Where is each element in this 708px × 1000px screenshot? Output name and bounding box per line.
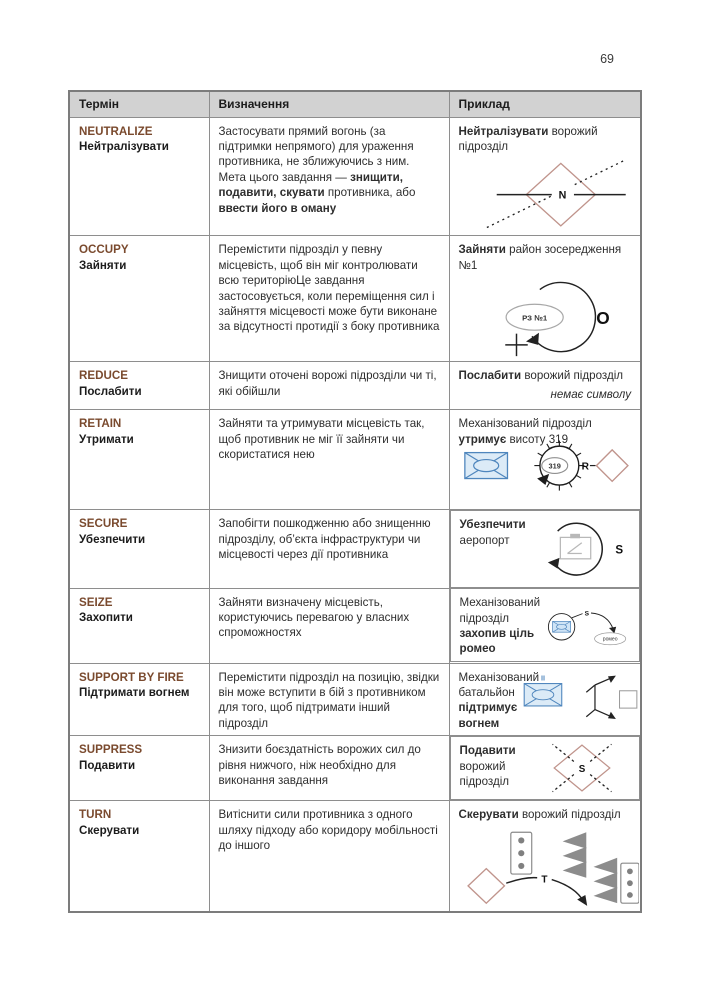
term-ukrainian: Убезпечити bbox=[79, 532, 146, 546]
seize-arrow bbox=[591, 613, 613, 629]
arrowhead-icon bbox=[548, 558, 560, 569]
definition-text: Застосувати прямий вогонь (за підтримки непрямого) для ураження противника, не зближуючись з ним. Мета цього завдання — знищити, подавити, скувати противника, або ввести його в оману bbox=[218, 124, 416, 215]
example-cell bbox=[449, 801, 641, 912]
definition-cell bbox=[209, 362, 449, 410]
example-text: Механізований батальйон підтримує вогнем bbox=[458, 670, 540, 730]
neutralize-letter: N bbox=[558, 190, 567, 203]
term-english: SUPPRESS bbox=[79, 743, 143, 757]
term-cell bbox=[69, 663, 209, 736]
supported-unit-frame bbox=[620, 690, 637, 707]
turn-arrow bbox=[506, 877, 537, 883]
definition-cell bbox=[209, 236, 449, 362]
term-english: OCCUPY bbox=[79, 243, 129, 257]
term-ukrainian: Зайняти bbox=[79, 258, 127, 272]
term-english: RETAIN bbox=[79, 417, 122, 431]
term-english: NEUTRALIZE bbox=[79, 124, 153, 138]
term-ukrainian: Утримати bbox=[79, 432, 134, 446]
example-text: Механізований підрозділ захопив ціль ромео bbox=[459, 596, 541, 656]
definition-cell bbox=[209, 410, 449, 510]
header-example: Приклад bbox=[449, 91, 641, 117]
arrowhead-icon bbox=[526, 333, 539, 345]
definition-text: Зайняти та утримувати місцевість так, щоб противник не міг її зайняти чи скористатися нею bbox=[218, 417, 425, 461]
objective-label: ромео bbox=[602, 636, 618, 643]
example-cell bbox=[449, 362, 641, 410]
term-english: TURN bbox=[79, 808, 112, 822]
term-english: SEIZE bbox=[79, 595, 113, 609]
area-label: РЗ №1 bbox=[522, 313, 548, 323]
table-row bbox=[69, 236, 641, 362]
page-number: 69 bbox=[600, 52, 614, 66]
definition-cell bbox=[209, 663, 449, 736]
example-cell bbox=[449, 663, 641, 736]
enemy-diamond-icon bbox=[596, 450, 628, 482]
table-row bbox=[69, 410, 641, 510]
occupy-symbol bbox=[493, 274, 623, 357]
suppress-letter: S bbox=[578, 764, 586, 776]
table-row bbox=[69, 736, 641, 801]
term-english: SUPPORT BY FIRE bbox=[79, 670, 184, 684]
table-header-row bbox=[69, 91, 641, 117]
table-row bbox=[69, 510, 641, 589]
example-cell bbox=[449, 410, 641, 510]
definition-cell bbox=[209, 117, 449, 236]
no-symbol-note: немає символу bbox=[550, 387, 631, 401]
retain-letter: R bbox=[581, 461, 589, 473]
arrowhead-icon bbox=[609, 627, 616, 634]
definition-text: Перемістити підрозділ у певну місцевість, щоб він міг контролювати всю територіюЦе завдання застосовується, коли переміщення сил і зайняття місцевості може бути виконане за відсутності протидії з боку противника bbox=[218, 243, 440, 334]
example-cell bbox=[450, 588, 641, 662]
secure-symbol bbox=[530, 515, 630, 583]
example-text: Скерувати ворожий підрозділ bbox=[458, 808, 621, 822]
table-row bbox=[69, 117, 641, 236]
seize-letter: S bbox=[584, 610, 590, 618]
turn-letter: T bbox=[540, 873, 548, 885]
table-row bbox=[69, 801, 641, 912]
definition-text: Зайняти визначену місцевість, користуючись перевагою у власних спроможностях bbox=[218, 595, 410, 640]
term-cell bbox=[69, 736, 209, 801]
definition-text: Знищити оточені ворожі підрозділи чи ті, які обійшли bbox=[218, 369, 437, 398]
occupy-letter: O bbox=[596, 308, 610, 329]
obstacle-triangles bbox=[562, 832, 617, 903]
enemy-diamond-icon bbox=[468, 868, 504, 903]
definition-text: Запобігти пошкодженню або знищенню підрозділу, об’єкта інфраструктури чи місцевості через дії противника bbox=[218, 517, 431, 561]
term-ukrainian: Подавити bbox=[79, 758, 136, 772]
sbf-arrows bbox=[586, 677, 611, 716]
height-label: 319 bbox=[548, 461, 561, 471]
example-cell bbox=[449, 236, 641, 362]
example-cell bbox=[450, 510, 641, 588]
example-cell bbox=[449, 117, 641, 236]
term-ukrainian: Підтримати вогнем bbox=[79, 686, 190, 700]
terms-table bbox=[68, 90, 642, 913]
term-ukrainian: Захопити bbox=[79, 611, 133, 625]
term-ukrainian: Послабити bbox=[79, 384, 142, 398]
term-ukrainian: Нейтралізувати bbox=[79, 139, 169, 153]
header-definition: Визначення bbox=[209, 91, 449, 117]
seize-symbol bbox=[540, 601, 630, 649]
turn-arrow bbox=[551, 879, 583, 901]
suppress-symbol bbox=[536, 741, 628, 795]
term-cell bbox=[69, 236, 209, 362]
example-text: Убезпечити аеропорт bbox=[459, 518, 526, 547]
table-row bbox=[69, 588, 641, 663]
definition-text: Витіснити сили противника з одного шляху підходу або коридору мобільності до іншого bbox=[218, 808, 438, 853]
term-english: REDUCE bbox=[79, 369, 128, 383]
definition-cell bbox=[209, 510, 449, 589]
table-row bbox=[69, 362, 641, 410]
term-ukrainian: Скерувати bbox=[79, 823, 140, 837]
definition-cell bbox=[209, 801, 449, 912]
definition-text: Знизити боєздатність ворожих сил до рівня нижчого, ніж необхідно для виконання завдання bbox=[218, 743, 421, 788]
term-cell bbox=[69, 117, 209, 236]
example-text: Зайняти район зосередження №1 bbox=[458, 243, 622, 272]
example-text: Подавити ворожий підрозділ bbox=[459, 744, 516, 789]
term-cell bbox=[69, 510, 209, 589]
term-cell bbox=[69, 588, 209, 663]
term-cell bbox=[69, 362, 209, 410]
example-text: Нейтралізувати ворожий підрозділ bbox=[458, 124, 598, 153]
header-term: Термін bbox=[69, 91, 209, 117]
example-text: Механізований підрозділ утримує висоту 319 bbox=[458, 417, 592, 446]
term-cell bbox=[69, 410, 209, 510]
table-row bbox=[69, 663, 641, 736]
neutralize-symbol bbox=[477, 155, 629, 231]
term-cell bbox=[69, 801, 209, 912]
example-text: Послабити ворожий підрозділ bbox=[458, 369, 624, 383]
support-by-fire-symbol bbox=[518, 672, 638, 724]
secure-letter: S bbox=[615, 543, 624, 557]
definition-text: Перемістити підрозділ на позицію, звідки він може вступити в бій з противником для того, щоб підтримати інший підрозділ bbox=[218, 670, 440, 730]
definition-cell bbox=[209, 588, 449, 663]
echelon-label: II bbox=[540, 673, 545, 683]
arrowhead-icon bbox=[577, 895, 587, 906]
turn-symbol bbox=[459, 823, 639, 907]
definition-cell bbox=[209, 736, 449, 801]
term-english: SECURE bbox=[79, 517, 128, 531]
example-cell bbox=[450, 736, 641, 800]
